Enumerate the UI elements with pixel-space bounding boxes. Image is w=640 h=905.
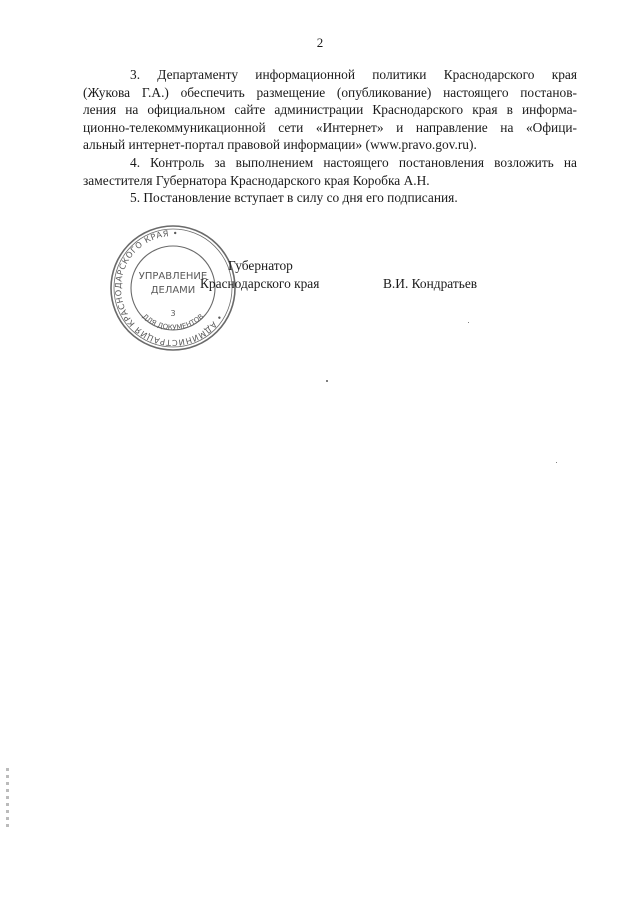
seal-bottom-text: ДЛЯ ДОКУМЕНТОВ — [140, 312, 206, 332]
seal-center-line2: ДЕЛАМИ — [150, 285, 196, 296]
signature-title-line2: Краснодарского края — [200, 275, 320, 291]
paragraph-4 — [83, 154, 577, 189]
text-line: 4. Контроль за выполнением настоящего постановления возложить на — [130, 154, 577, 170]
seal-outer-text: • АДМИНИСТРАЦИЯ КРАСНОДАРСКОГО КРАЯ • — [112, 227, 225, 349]
text-line: 5. Постановление вступает в силу со дня его подписания. — [130, 190, 458, 206]
signatory-name: В.И. Кондратьев — [383, 276, 478, 291]
text-line: ционно-телекоммуникационной сети «Интернет» и направление на «Офици- — [83, 119, 577, 135]
paragraph-3 — [83, 66, 577, 154]
paragraph-5 — [83, 189, 577, 207]
seal-center-line1: УПРАВЛЕНИЕ — [138, 271, 208, 282]
scan-speck — [556, 462, 557, 463]
document-body — [83, 66, 577, 207]
text-line: (Жукова Г.А.) обеспечить размещение (опубликование) настоящего постанов- — [83, 84, 577, 100]
text-line: заместителя Губернатора Краснодарского края Коробка А.Н. — [83, 172, 430, 188]
page-number: 2 — [316, 35, 324, 50]
signature-position — [200, 257, 319, 292]
text-line: альный интернет-портал правовой информации» (www.pravo.gov.ru). — [83, 137, 477, 153]
text-line: 3. Департаменту информационной политики Краснодарского края — [130, 67, 577, 82]
text-line: ления на официальном сайте администрации Краснодарского края в информа- — [83, 102, 577, 118]
scan-speck — [326, 380, 328, 382]
scan-speck — [468, 322, 469, 323]
scan-edge-mark — [6, 768, 9, 828]
signature-title-line1: Губернатор — [228, 258, 293, 273]
seal-number: 3 — [170, 309, 176, 318]
